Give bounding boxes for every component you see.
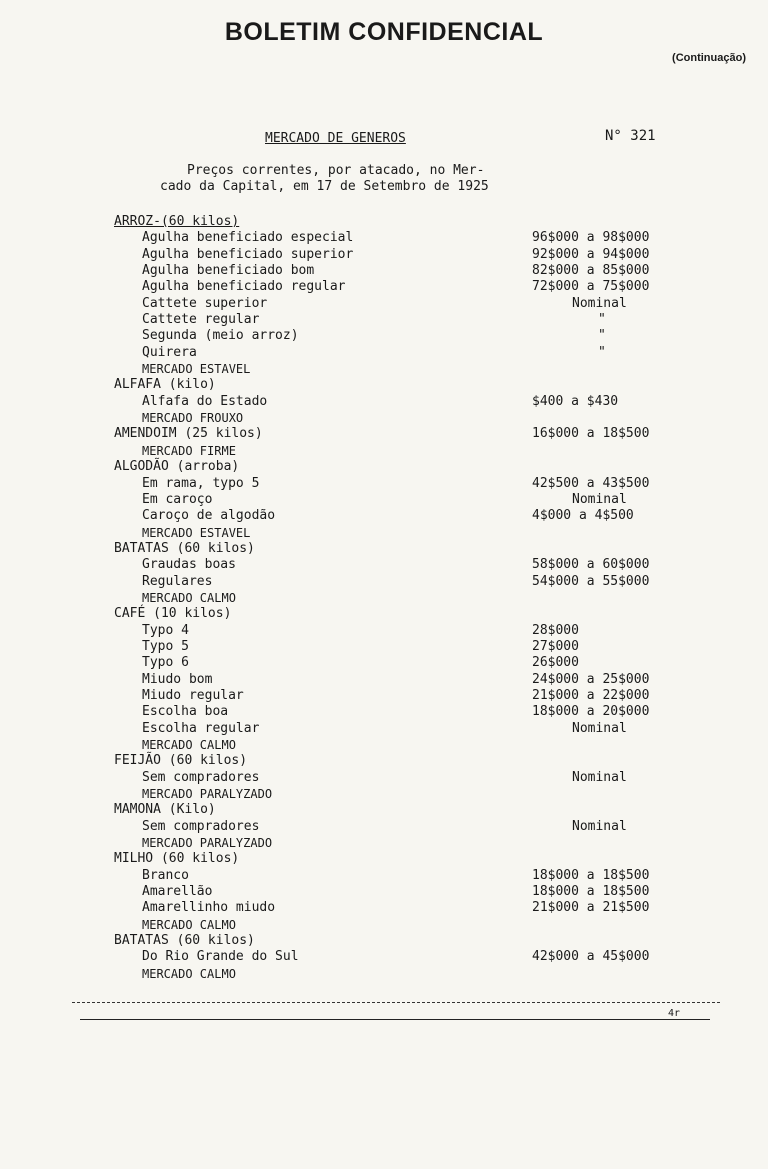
price-list	[114, 214, 704, 982]
item-label: Miudo regular	[142, 687, 244, 703]
category-label: AMENDOIM (25 kilos)	[114, 426, 263, 442]
item-row	[114, 394, 704, 410]
item-row	[114, 279, 704, 295]
item-label: Branco	[142, 867, 189, 883]
item-row	[114, 328, 704, 344]
market-status-row	[114, 917, 704, 933]
item-label: Alfafa do Estado	[142, 393, 268, 409]
market-status-row	[114, 410, 704, 426]
item-price: 28$000	[532, 622, 579, 638]
item-row	[114, 476, 704, 492]
category-row	[114, 753, 704, 769]
item-price: 42$500 a 43$500	[532, 475, 650, 491]
intro-line-2: cado da Capital, em 17 de Setembro de 1925	[160, 179, 489, 194]
item-price: 26$000	[532, 655, 579, 671]
item-row	[114, 672, 704, 688]
item-label: Quirera	[142, 344, 197, 360]
item-label: Em caroço	[142, 491, 213, 507]
item-price: 82$000 a 85$000	[532, 263, 650, 279]
item-row	[114, 263, 704, 279]
item-price: $400 a $430	[532, 393, 619, 409]
item-label: Agulha beneficiado bom	[142, 263, 315, 279]
item-price: 92$000 a 94$000	[532, 246, 650, 262]
category-row	[114, 426, 704, 442]
market-status-row	[114, 835, 704, 851]
item-price: "	[598, 328, 606, 344]
item-price: "	[598, 312, 606, 328]
item-row	[114, 770, 704, 786]
item-label: Sem compradores	[142, 769, 260, 785]
category-label: MILHO (60 kilos)	[114, 851, 240, 867]
divider-solid	[80, 1019, 710, 1020]
category-row	[114, 606, 704, 622]
item-label: Cattete regular	[142, 312, 260, 328]
category-label: BATATAS (60 kilos)	[114, 933, 255, 949]
divider-dashed	[72, 1002, 720, 1003]
item-label: Amarellinho miudo	[142, 900, 276, 916]
category-label: ARROZ-(60 kilos)	[114, 214, 240, 229]
item-price: 16$000 a 18$500	[532, 426, 650, 442]
market-status: MERCADO CALMO	[142, 590, 236, 605]
item-label: Typo 5	[142, 638, 189, 654]
market-status-row	[114, 786, 704, 802]
item-row	[114, 557, 704, 573]
market-status: MERCADO CALMO	[142, 738, 236, 752]
item-row	[114, 868, 704, 884]
item-price: 96$000 a 98$000	[532, 230, 650, 246]
item-label: Amarellão	[142, 884, 213, 900]
item-label: Agulha beneficiado superior	[142, 246, 354, 262]
market-status-row	[114, 361, 704, 377]
market-status: MERCADO CALMO	[142, 966, 236, 981]
item-label: Escolha boa	[142, 704, 229, 720]
item-price: "	[598, 344, 606, 360]
category-row	[114, 933, 704, 949]
item-label: Escolha regular	[142, 720, 260, 736]
item-price: Nominal	[572, 491, 627, 507]
item-row	[114, 574, 704, 590]
item-price: 54$000 a 55$000	[532, 573, 650, 589]
item-row	[114, 345, 704, 361]
category-label: MAMONA (Kilo)	[114, 802, 216, 818]
item-price: 21$000 a 22$000	[532, 687, 650, 703]
market-status-row	[114, 525, 704, 541]
item-price: 21$000 a 21$500	[532, 900, 650, 916]
item-price: Nominal	[572, 769, 627, 785]
item-price: 72$000 a 75$000	[532, 279, 650, 295]
item-row	[114, 312, 704, 328]
category-label: BATATAS (60 kilos)	[114, 540, 255, 556]
item-label: Segunda (meio arroz)	[142, 328, 299, 344]
item-label: Agulha beneficiado especial	[142, 230, 354, 246]
item-row	[114, 721, 704, 737]
category-row	[114, 214, 704, 230]
market-status: MERCADO PARALYZADO	[142, 787, 273, 802]
item-label: Typo 4	[142, 622, 189, 638]
item-row	[114, 949, 704, 965]
item-label: Do Rio Grande do Sul	[142, 949, 299, 965]
item-row	[114, 704, 704, 720]
item-label: Agulha beneficiado regular	[142, 279, 346, 295]
category-row	[114, 541, 704, 557]
item-price: 18$000 a 18$500	[532, 867, 650, 883]
category-row	[114, 851, 704, 867]
item-price: 4$000 a 4$500	[532, 508, 634, 524]
continuation-note: (Continuação)	[672, 52, 746, 64]
item-row	[114, 639, 704, 655]
market-status: MERCADO ESTAVEL	[142, 362, 251, 377]
market-status: MERCADO ESTAVEL	[142, 525, 251, 540]
item-label: Miudo bom	[142, 671, 213, 687]
item-price: 24$000 a 25$000	[532, 671, 650, 687]
category-label: ALFAFA (kilo)	[114, 377, 216, 393]
item-row	[114, 296, 704, 312]
item-price: Nominal	[572, 818, 627, 834]
item-label: Graudas boas	[142, 557, 236, 573]
item-row	[114, 655, 704, 671]
category-row	[114, 802, 704, 818]
section-title: MERCADO DE GENEROS	[265, 131, 406, 146]
bulletin-number: N° 321	[605, 128, 656, 144]
category-label: ALGODÃO (arroba)	[114, 459, 240, 475]
page-mark: 4r	[668, 1008, 681, 1019]
item-price: 27$000	[532, 638, 579, 654]
item-row	[114, 230, 704, 246]
category-row	[114, 459, 704, 475]
item-row	[114, 688, 704, 704]
category-row	[114, 377, 704, 393]
market-status-row	[114, 590, 704, 606]
item-row	[114, 819, 704, 835]
document-title: BOLETIM CONFIDENCIAL	[224, 18, 544, 46]
intro-text	[160, 163, 600, 195]
market-status: MERCADO FROUXO	[142, 411, 244, 426]
item-row	[114, 623, 704, 639]
item-label: Regulares	[142, 573, 213, 589]
item-price: 58$000 a 60$000	[532, 557, 650, 573]
item-price: 42$000 a 45$000	[532, 949, 650, 965]
item-price: 18$000 a 20$000	[532, 704, 650, 720]
market-status-row	[114, 737, 704, 753]
item-row	[114, 247, 704, 263]
item-row	[114, 884, 704, 900]
item-label: Sem compradores	[142, 818, 260, 834]
item-row	[114, 900, 704, 916]
market-status: MERCADO PARALYZADO	[142, 836, 273, 851]
market-status-row	[114, 443, 704, 459]
market-status-row	[114, 966, 704, 982]
market-status: MERCADO FIRME	[142, 443, 236, 458]
category-label: CAFÉ (10 kilos)	[114, 606, 232, 622]
item-price: 18$000 a 18$500	[532, 884, 650, 900]
item-label: Typo 6	[142, 655, 189, 671]
item-row	[114, 508, 704, 524]
item-row	[114, 492, 704, 508]
item-price: Nominal	[572, 295, 627, 311]
item-label: Cattete superior	[142, 295, 268, 311]
item-label: Caroço de algodão	[142, 508, 276, 524]
category-label: FEIJÃO (60 kilos)	[114, 753, 248, 769]
item-price: Nominal	[572, 720, 627, 736]
intro-line-1: Preços correntes, por atacado, no Mer-	[187, 163, 485, 178]
item-label: Em rama, typo 5	[142, 475, 260, 491]
market-status: MERCADO CALMO	[142, 917, 236, 932]
